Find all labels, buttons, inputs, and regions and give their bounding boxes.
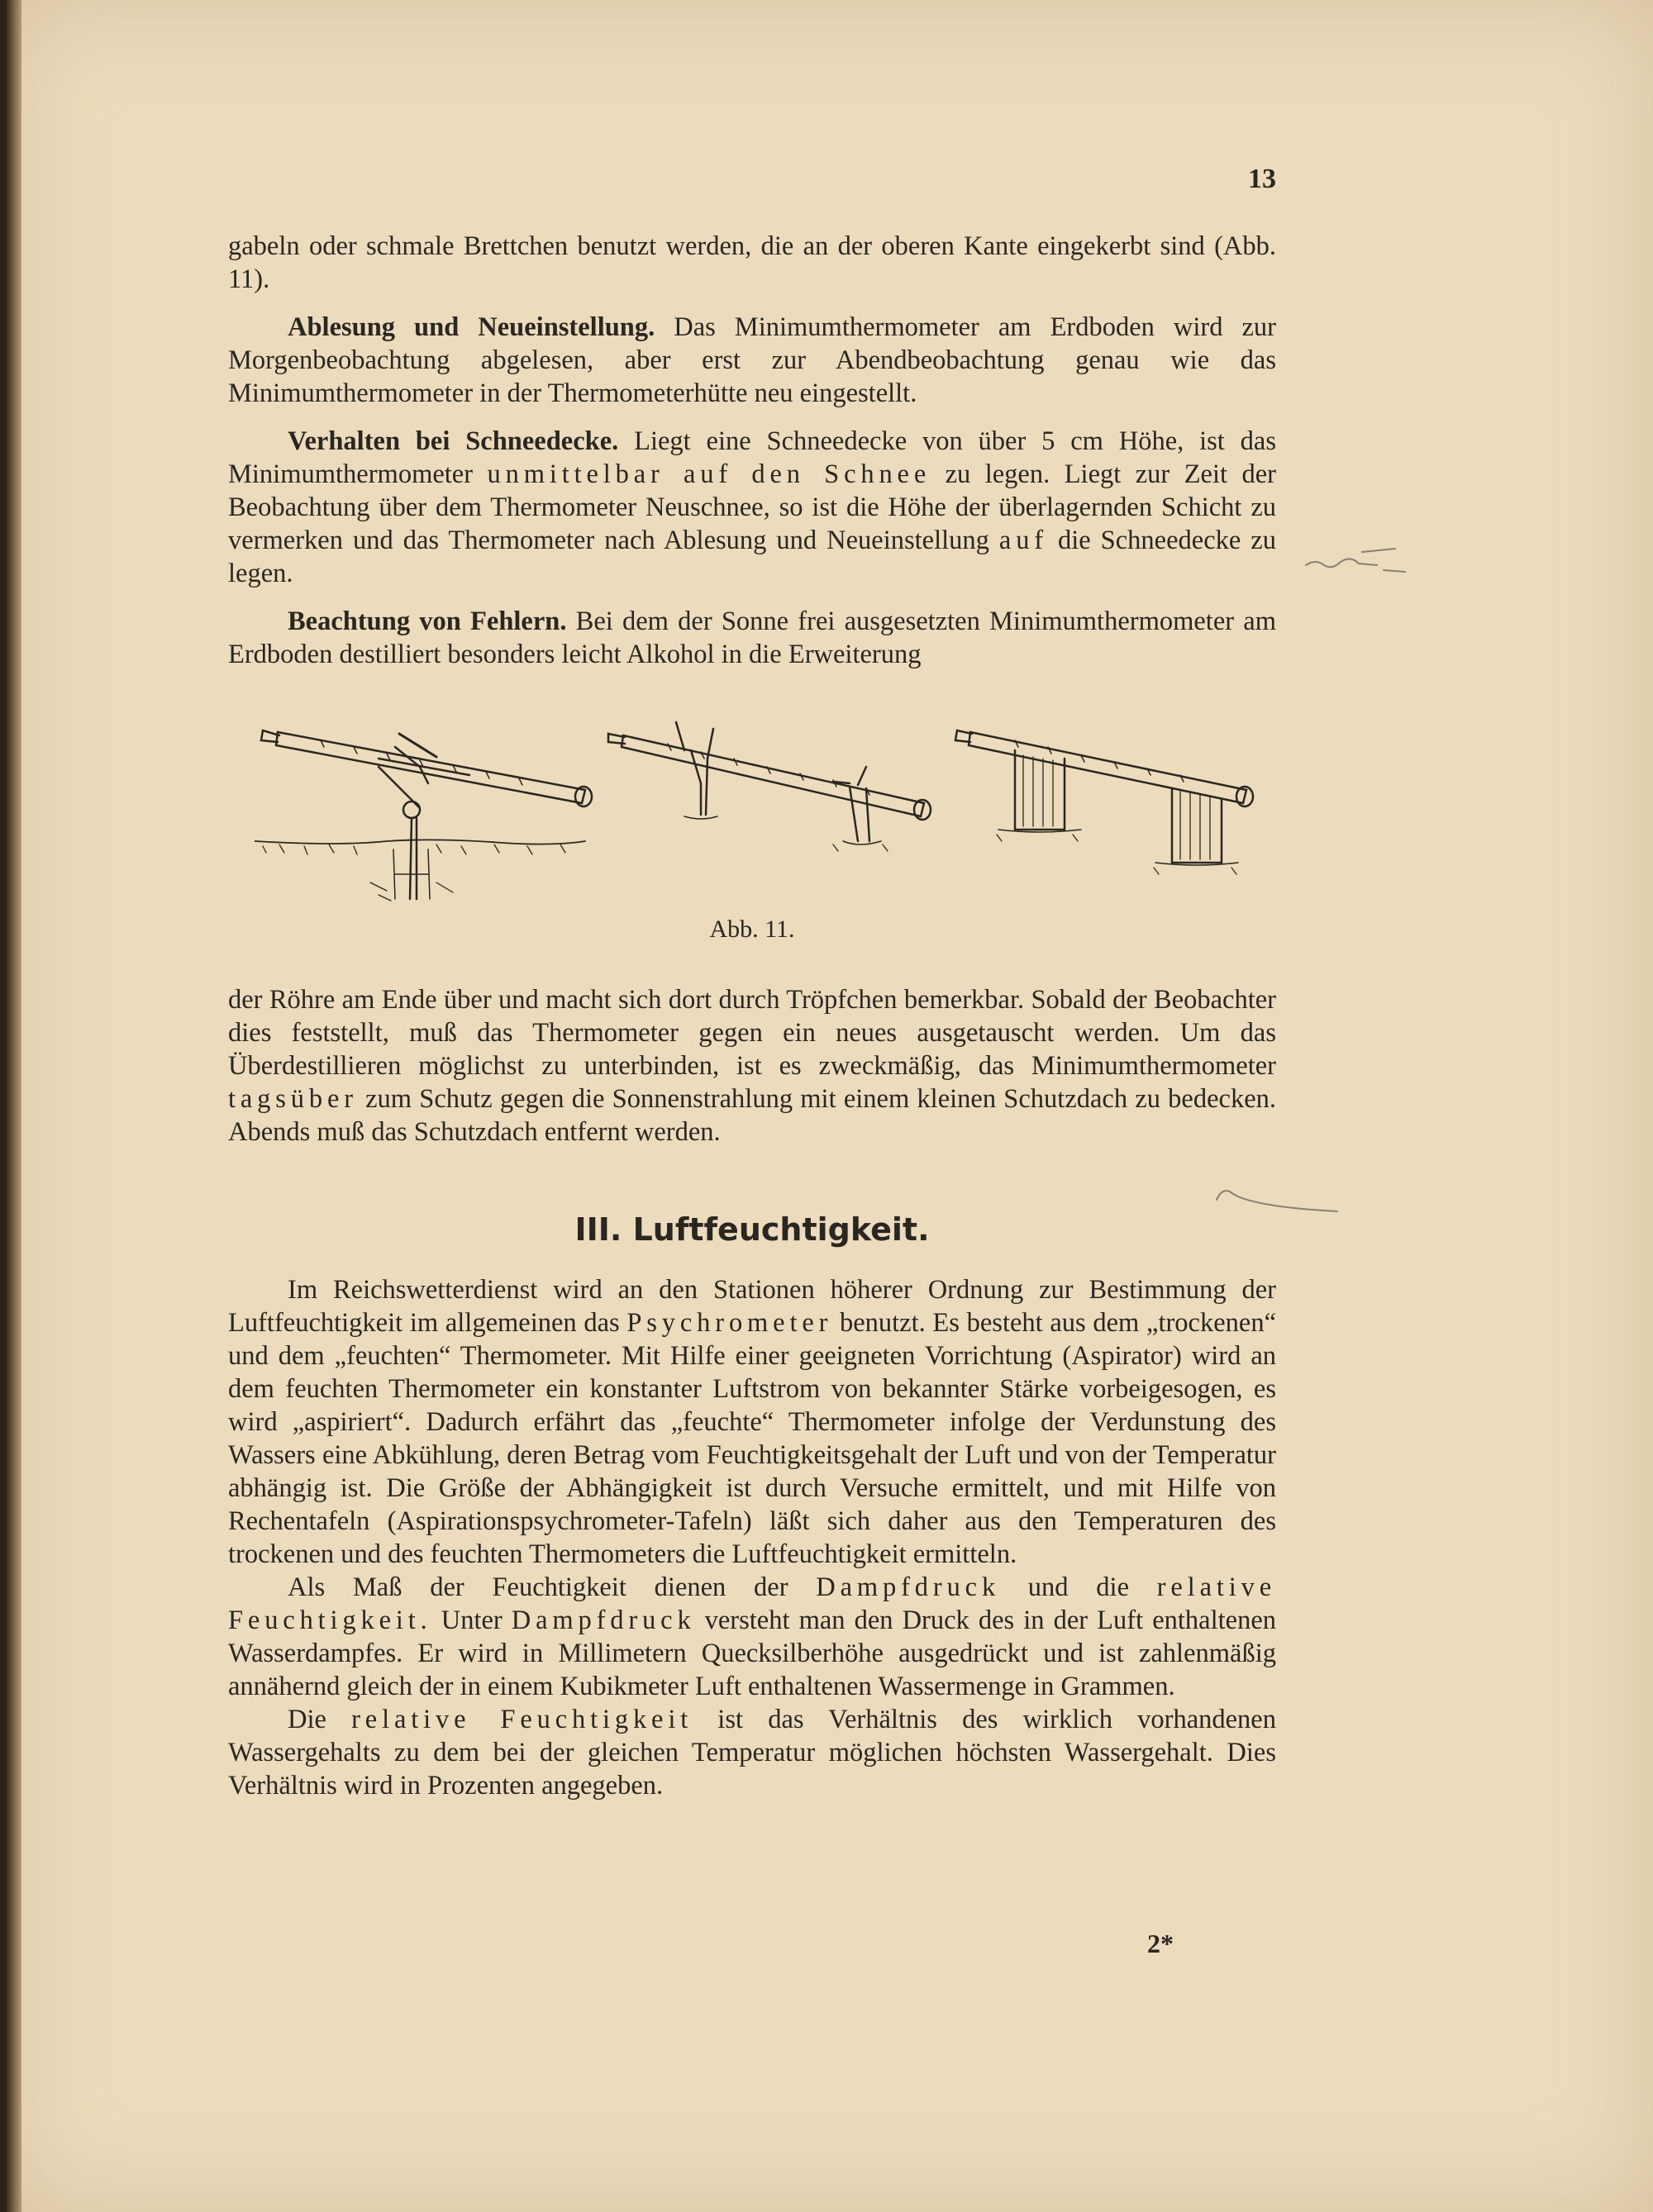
figure-illustration: [255, 717, 1263, 907]
paragraph-text: Liegt eine Schneedecke von über 5 cm Höhe, ist das Minimumthermometer: [228, 426, 1276, 489]
figure-abb-11: [255, 717, 1263, 907]
paragraph-fehler-continued: [228, 983, 1276, 1149]
spaced-emphasis: auf: [998, 526, 1048, 555]
paragraph-schneedecke: [228, 425, 1276, 590]
section-heading-luftfeuchtigkeit: III. Luftfeuchtigkeit.: [574, 1211, 930, 1248]
run-in-heading: Beachtung von Fehlern.: [288, 607, 567, 636]
thermometer-on-metal-stand: [255, 730, 592, 901]
spaced-emphasis: relative Feuchtigkeit.: [228, 1572, 1276, 1635]
spaced-emphasis: relative Feuchtigkeit: [351, 1705, 693, 1734]
paragraph-text: Die: [288, 1705, 352, 1734]
run-in-heading: Ablesung und Neueinstellung.: [288, 312, 655, 342]
paragraph-text: Unter: [431, 1605, 512, 1635]
paragraph-fehler: [228, 605, 1276, 671]
signature-mark: 2*: [1147, 1929, 1174, 1958]
thermometer-on-forked-sticks: [608, 722, 931, 851]
paragraph-text: die Schneedecke zu legen.: [228, 526, 1276, 588]
book-spine-shadow: [7, 0, 21, 2212]
spaced-emphasis: Psychrometer: [626, 1308, 833, 1338]
spaced-emphasis: Dampfdruck: [511, 1605, 696, 1635]
spaced-emphasis: unmittelbar auf den Schnee: [487, 459, 931, 489]
paragraph-ablesung: [228, 311, 1276, 410]
paragraph-text: Im Reichswetterdienst wird an den Stationen höherer Ordnung zur Bestimmung der Luftfeuchtigkeit im allgemeinen das: [228, 1275, 1276, 1338]
spaced-emphasis: tagsüber: [228, 1084, 358, 1114]
paragraph-text: benutzt. Es besteht aus dem „trockenen“ und dem „feuchten“ Thermometer. Mit Hilfe einer geeigneten Vorrichtung (Aspirator) wird an dem feuchten Thermometer ein konstanter Luftstrom von bekannter Stärke vorbeigesogen, es wird „aspiriert“. Dadurch erfährt das „feuchte“ Thermometer infolge der Verdunstung des Wassers eine Abkühlung, deren Betrag vom Feuchtigkeitsgehalt der Luft und von der Temperatur abhängig ist. Die Größe der Abhängigkeit ist durch Versuche ermittelt, und mit Hilfe von Rechentafeln (Aspirationspsychrometer-Tafeln) läßt sich daher aus den Temperaturen des trockenen und des feuchten Thermometers die Luftfeuchtigkeit ermitteln.: [228, 1308, 1276, 1569]
paragraph-text: ist das Verhältnis des wirklich vorhandenen Wassergehalts zu dem bei der gleichen Temperatur möglichen höchsten Wassergehalt. Dies Verhältnis wird in Prozenten angegeben.: [228, 1705, 1276, 1801]
paragraph-text: zum Schutz gegen die Sonnenstrahlung mit einem kleinen Schutzdach zu bedecken. Abends muß das Schutzdach entfernt werden.: [228, 1084, 1276, 1147]
run-in-heading: Verhalten bei Schneedecke.: [288, 426, 619, 456]
pencil-line-mark: [1213, 1182, 1346, 1223]
paragraph-psychrometer: [228, 1273, 1276, 1571]
pencil-scribble-mark: [1304, 537, 1412, 587]
paragraph-continuation: [228, 230, 1276, 296]
paragraph-dampfdruck: [228, 1571, 1276, 1703]
paragraph-text: versteht man den Druck des in der Luft enthaltenen Wasserdampfes. Er wird in Millimetern Quecksilberhöhe ausgedrückt und ist zahlenmäßig annähernd gleich der in einem Kubikmeter Luft enthaltenen Wassermenge in Grammen.: [228, 1605, 1276, 1701]
spaced-emphasis: Dampfdruck: [816, 1572, 1001, 1602]
paragraph-text: und die: [1000, 1572, 1157, 1602]
text-block-after-figure: [228, 983, 1276, 1149]
book-page: [7, 0, 1653, 2212]
paragraph-text: zu legen. Liegt zur Zeit der Beobachtung über dem Thermometer Neuschnee, so ist die Höhe der überlagernden Schicht zu vermerken und das Thermometer nach Ablesung und Neueinstellung: [228, 459, 1276, 555]
thermometer-on-notched-boards: [955, 730, 1253, 874]
text-block-luftfeuchtigkeit: [228, 1273, 1276, 1802]
page-number: 13: [1248, 164, 1276, 194]
paragraph-text: Das Minimumthermometer am Erdboden wird zur Morgenbeobachtung abgelesen, aber erst zur Abendbeobachtung genau wie das Minimumthermometer in der Thermometerhütte neu eingestellt.: [228, 312, 1276, 408]
figure-caption: Abb. 11.: [709, 916, 795, 943]
paragraph-text: der Röhre am Ende über und macht sich dort durch Tröpfchen bemerkbar. Sobald der Beobachter dies feststellt, muß das Thermometer gegen ein neues ausgetauscht werden. Um das Überdestillieren möglichst zu unterbinden, ist es zweckmäßig, das Minimumthermometer: [228, 985, 1276, 1081]
paragraph-relative-feuchtigkeit: [228, 1703, 1276, 1802]
paragraph-text: Als Maß der Feuchtigkeit dienen der: [288, 1572, 817, 1602]
text-block-before-figure: [228, 230, 1276, 671]
paragraph-text: Bei dem der Sonne frei ausgesetzten Minimumthermometer am Erdboden destilliert besonders leicht Alkohol in die Erweiterung: [228, 607, 1276, 669]
paragraph-text: gabeln oder schmale Brettchen benutzt werden, die an der oberen Kante eingekerbt sind (Abb. 11).: [228, 231, 1276, 294]
